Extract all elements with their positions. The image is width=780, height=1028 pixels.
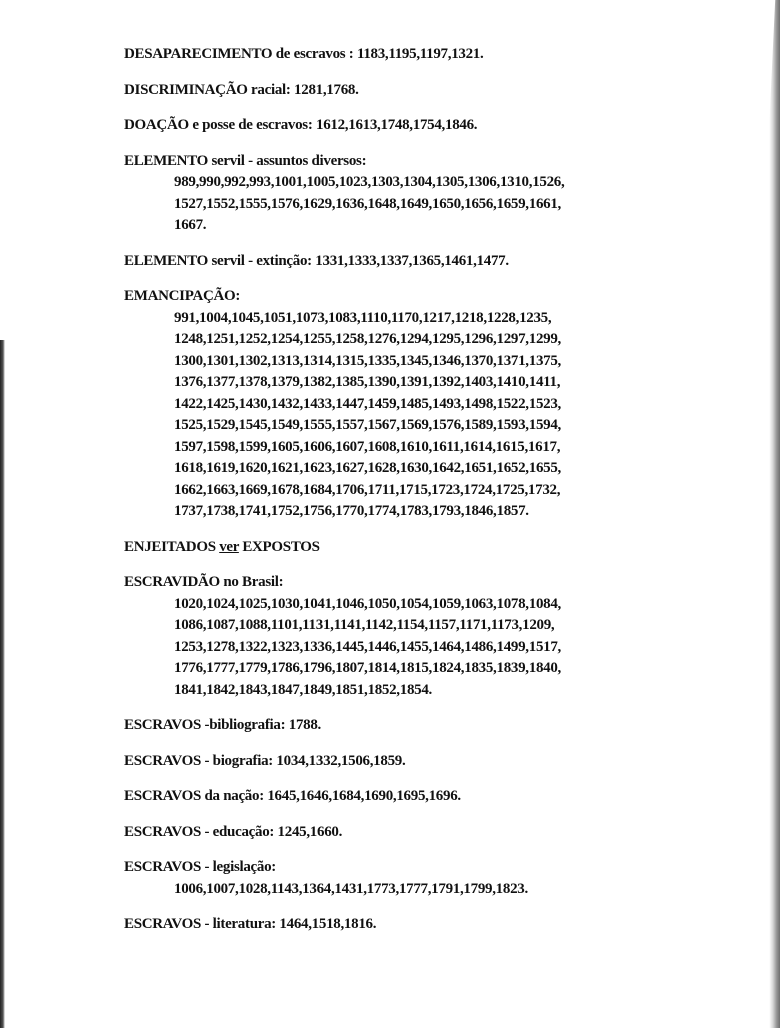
entry-line: 1667. — [174, 217, 207, 233]
entry-heading: ESCRAVOS - educação: 1245,1660. — [124, 823, 343, 840]
index-entry — [124, 786, 684, 808]
entry-line: 1006,1007,1028,1143,1364,1431,1773,1777,1791,1799,1823. — [174, 880, 528, 897]
entry-heading: ESCRAVOS da nação: 1645,1646,1684,1690,1695,1696. — [124, 788, 461, 804]
entry-heading-cross-reference — [124, 537, 684, 559]
entry-line: 1300,1301,1302,1313,1314,1315,1335,1345,1346,1370,1371,1375, — [174, 352, 562, 369]
entry-line: 989,990,992,993,1001,1005,1023,1303,1304,1305,1306,1310,1526, — [174, 174, 565, 190]
entry-line: 1086,1087,1088,1101,1131,1141,1142,1154,1157,1171,1173,1209, — [174, 617, 555, 633]
entry-heading: ESCRAVIDÃO no Brasil: — [124, 574, 284, 590]
see-reference: ver — [219, 538, 239, 555]
entry-line: 1618,1619,1620,1621,1623,1627,1628,1630,1642,1651,1652,1655, — [174, 460, 562, 476]
index-entry — [124, 715, 684, 737]
entry-heading: ESCRAVOS -bibliografia: 1788. — [124, 717, 322, 733]
index-entry — [124, 80, 684, 102]
entry-line: 991,1004,1045,1051,1073,1083,1110,1170,1217,1218,1228,1235, — [174, 309, 552, 326]
entry-heading: EMANCIPAÇÃO: — [124, 288, 241, 304]
entry-heading: ELEMENTO servil - assuntos diversos: — [124, 152, 367, 169]
entry-heading: DISCRIMINAÇÃO racial: 1281,1768. — [124, 81, 359, 98]
entry-line: 1841,1842,1843,1847,1849,1851,1852,1854. — [174, 681, 433, 698]
entry-line: 1597,1598,1599,1605,1606,1607,1608,1610,1611,1614,1615,1617, — [174, 438, 561, 455]
index-entry — [124, 572, 684, 701]
index-entry — [124, 44, 684, 66]
entry-line: 1376,1377,1378,1379,1382,1385,1390,1391,1392,1403,1410,1411, — [174, 374, 561, 390]
entry-heading: ESCRAVOS - legislação: — [124, 859, 276, 875]
reference-target: EXPOSTOS — [242, 538, 320, 555]
entry-heading: DOAÇÃO e posse de escravos: 1612,1613,1748,1754,1846. — [124, 117, 478, 133]
index-entry — [124, 286, 684, 523]
subject-index — [124, 44, 684, 950]
scan-left-edge — [0, 340, 5, 1028]
entry-line: 1422,1425,1430,1432,1433,1447,1459,1485,1493,1498,1522,1523, — [174, 395, 562, 412]
entry-line: 1248,1251,1252,1254,1255,1258,1276,1294,1295,1296,1297,1299, — [174, 331, 562, 347]
index-entry — [124, 251, 684, 273]
entry-heading: DESAPARECIMENTO de escravos : 1183,1195,1197,1321. — [124, 46, 484, 62]
entry-term: ENJEITADOS — [124, 538, 216, 555]
entry-heading: ESCRAVOS - biografia: 1034,1332,1506,1859. — [124, 752, 406, 769]
entry-line: 1776,1777,1779,1786,1796,1807,1814,1815,1824,1835,1839,1840, — [174, 660, 562, 676]
entry-line: 1525,1529,1545,1549,1555,1557,1567,1569,1576,1589,1593,1594, — [174, 417, 562, 433]
index-entry — [124, 115, 684, 137]
entry-heading: ESCRAVOS - literatura: 1464,1518,1816. — [124, 916, 377, 932]
index-entry — [124, 537, 684, 559]
index-entry — [124, 751, 684, 773]
entry-line: 1737,1738,1741,1752,1756,1770,1774,1783,1793,1846,1857. — [174, 503, 529, 519]
index-entry — [124, 914, 684, 936]
index-entry — [124, 857, 684, 900]
entry-line: 1662,1663,1669,1678,1684,1706,1711,1715,1723,1724,1725,1732, — [174, 481, 561, 498]
index-entry — [124, 151, 684, 237]
index-entry — [124, 822, 684, 844]
entry-heading: ELEMENTO servil - extinção: 1331,1333,1337,1365,1461,1477. — [124, 252, 509, 269]
entry-line: 1253,1278,1322,1323,1336,1445,1446,1455,1464,1486,1499,1517, — [174, 638, 562, 655]
entry-line: 1020,1024,1025,1030,1041,1046,1050,1054,1059,1063,1078,1084, — [174, 595, 562, 612]
scan-right-shadow — [720, 0, 780, 1028]
entry-line: 1527,1552,1555,1576,1629,1636,1648,1649,1650,1656,1659,1661, — [174, 195, 562, 212]
